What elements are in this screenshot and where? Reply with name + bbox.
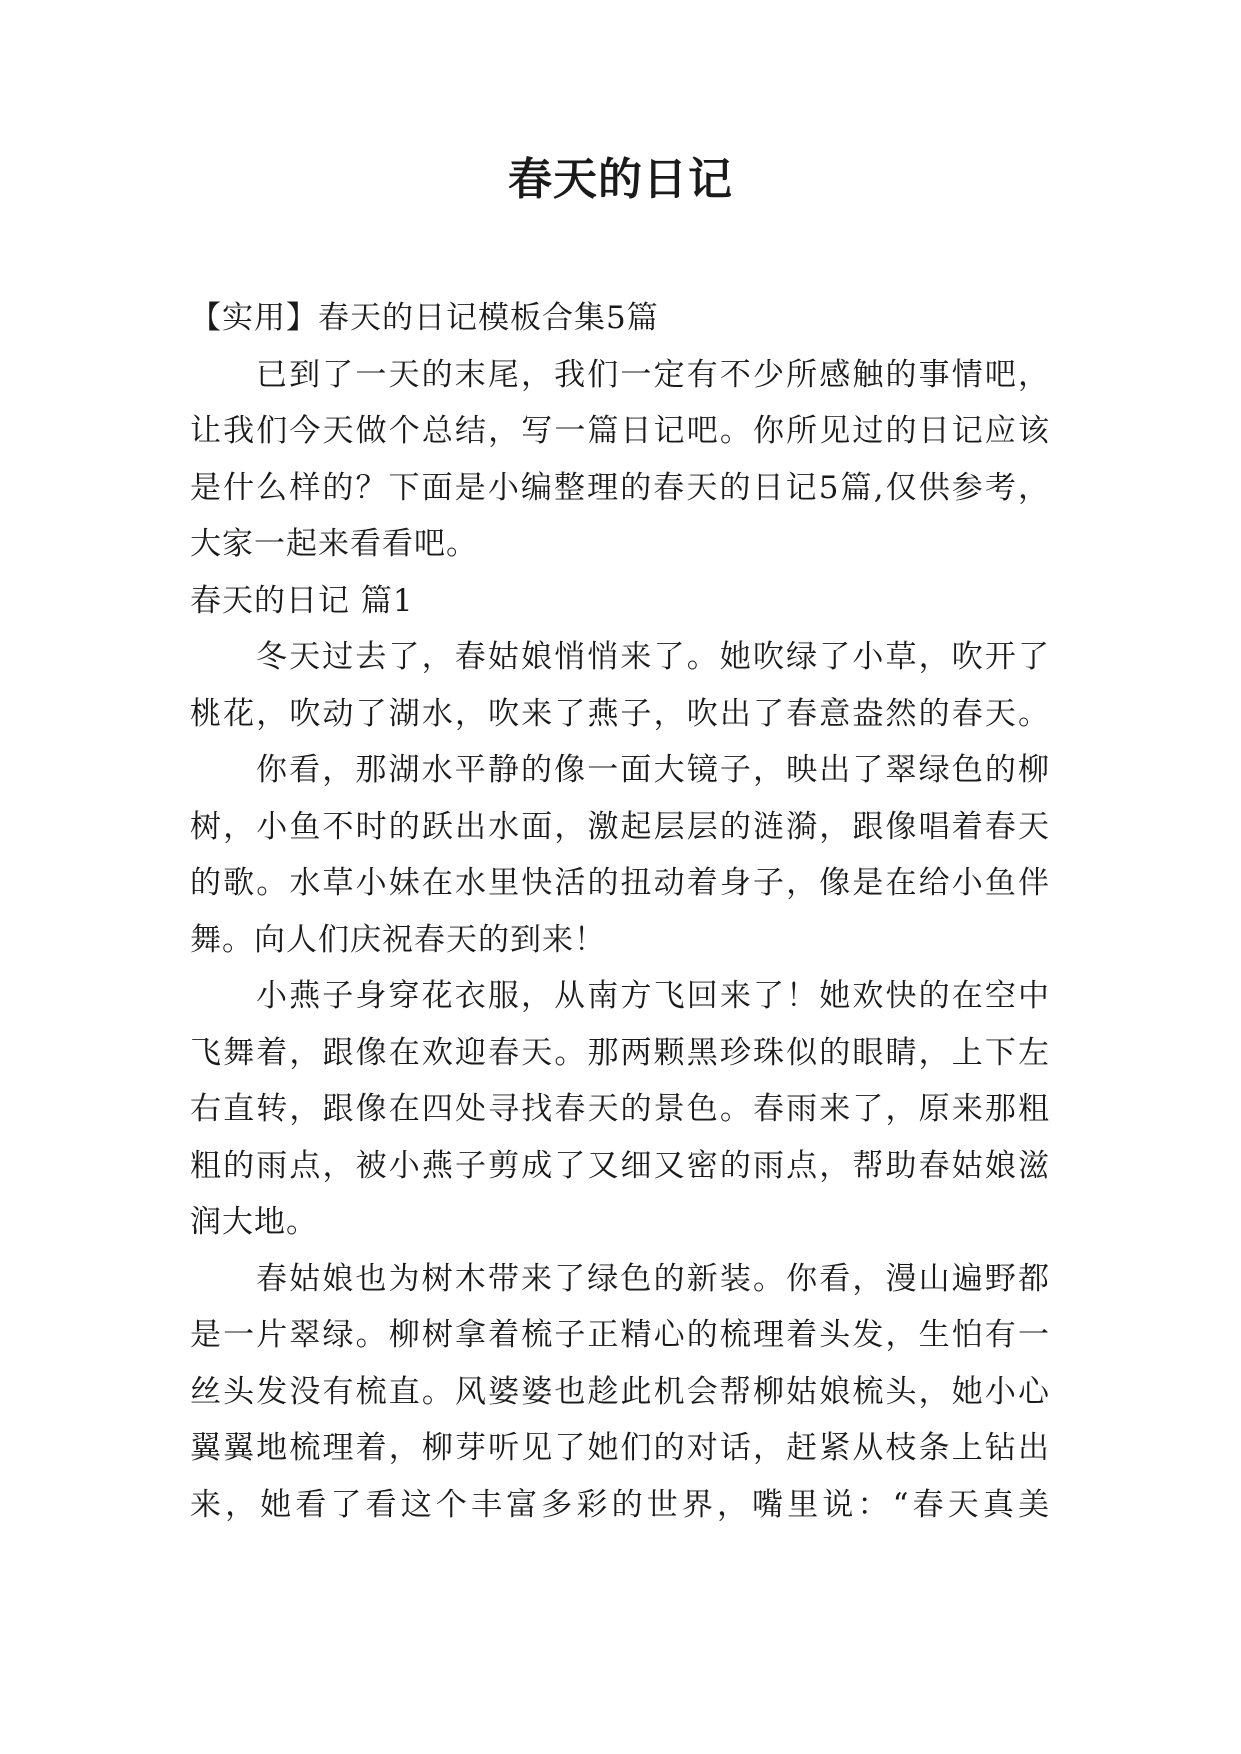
text-line: 春姑娘也为树木带来了绿色的新装。你看，漫山遍野都 [256,1260,1050,1297]
section-heading: 春天的日记 篇1 [190,582,414,619]
text-line: 粗的雨点，被小燕子剪成了又细又密的雨点，帮助春姑娘滋 [190,1147,1050,1184]
text-line: 是一片翠绿。柳树拿着梳子正精心的梳理着头发，生怕有一 [190,1317,1050,1353]
text-line: 已到了一天的末尾，我们一定有不少所感触的事情吧， [256,356,1050,393]
text-line: 让我们今天做个总结，写一篇日记吧。你所见过的日记应该 [190,413,1050,449]
text-line: 你看，那湖水平静的像一面大镜子，映出了翠绿色的柳 [256,752,1050,788]
text-line: 冬天过去了，春姑娘悄悄来了。她吹绿了小草，吹开了 [256,639,1050,675]
text-line: 翼翼地梳理着，柳芽听见了她们的对话，赶紧从枝条上钻出 [190,1430,1050,1466]
text-line: 舞。向人们庆祝春天的到来！ [190,921,606,958]
document-body [190,290,1050,1533]
text-line: 的歌。水草小妹在水里快活的扭动着身子，像是在给小鱼伴 [190,865,1050,901]
text-line: 是什么样的？下面是小编整理的春天的日记5篇,仅供参考， [190,469,1050,506]
text-line: 来，她看了看这个丰富多彩的世界，嘴里说：“春天真美 [190,1486,1050,1523]
text-line: 右直转，跟像在四处寻找春天的景色。春雨来了，原来那粗 [190,1091,1050,1127]
text-line: 树，小鱼不时的跃出水面，激起层层的涟漪，跟像唱着春天 [190,808,1050,845]
document-title: 春天的日记 [508,154,733,205]
text-line: 【实用】春天的日记模板合集5篇 [190,300,659,336]
text-line: 大家一起来看看吧。 [190,526,478,562]
text-line: 小燕子身穿花衣服，从南方飞回来了！她欢快的在空中 [256,978,1050,1014]
text-line: 润大地。 [190,1204,318,1240]
text-line: 飞舞着，跟像在欢迎春天。那两颗黑珍珠似的眼睛，上下左 [190,1034,1050,1071]
text-line: 桃花，吹动了湖水，吹来了燕子，吹出了春意盎然的春天。 [190,695,1050,732]
text-line: 丝头发没有梳直。风婆婆也趁此机会帮柳姑娘梳头，她小心 [190,1373,1050,1410]
